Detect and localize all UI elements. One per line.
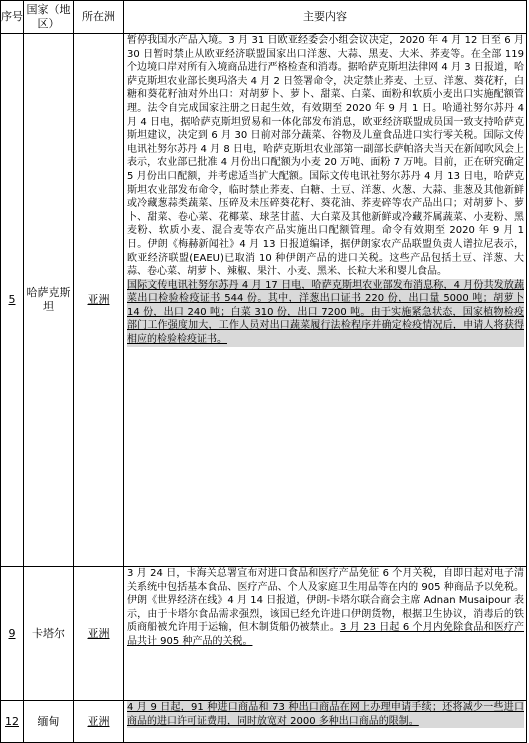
content-text: 3 月 24 日，卡海关总署宣布对进口食品和医疗产品免征 6 个月关税，自即日起对电子清关系统中包括基本食品、医疗产品、个人及家庭卫生用品等在内的 905 种商品予以免税。伊朗《世界经济在线》4 月 14 日报道，伊朗-卡塔尔联合商会主席 Adnan Musaipour 表示，由于卡塔尔食品需求强烈，该国已经允许进口伊朗货物，根据卫生协议，消毒后的铁质商船被允许用于运输，但木制货船仍被禁止。 xyxy=(127,568,524,634)
row-content xyxy=(124,701,527,743)
table-row xyxy=(1,34,527,567)
row-country: 哈萨克斯坦 xyxy=(24,34,74,567)
row-continent: 亚洲 xyxy=(74,567,124,701)
row-content xyxy=(124,34,527,567)
row-continent: 亚洲 xyxy=(74,701,124,743)
row-continent: 亚洲 xyxy=(74,34,124,567)
row-country: 卡塔尔 xyxy=(24,567,74,701)
row-country: 缅甸 xyxy=(24,701,74,743)
content-highlight: 4 月 9 日起，91 种进口商品和 73 种出口商品在网上办理申请手续；还将减少一些进口商品的进口许可证费用，同时放宽对 2000 多种出口商品的限制。 xyxy=(127,702,524,727)
header-continent: 所在洲 xyxy=(74,1,124,34)
table-row xyxy=(1,567,527,701)
row-no: 9 xyxy=(1,567,24,701)
row-no: 5 xyxy=(1,34,24,567)
content-highlight: 国际文传电讯社努尔苏丹 4 月 17 日电，哈萨克斯坦农业部发布消息称，4 月份共发放蔬菜出口检验检疫证书 544 份。其中，洋葱出口证书 220 份，出口量 5000 吨；胡萝卜 14 份，出口 240 吨；白菜 310 份，出口 7200 吨。由于实施紧急状态，国家植物检疫部门工作强度加大，工作人员对出口蔬菜履行法检程序并确定检疫情况后，申请人将获得相应的检验检疫证书。 xyxy=(127,279,524,346)
table-row xyxy=(1,701,527,743)
header-content: 主要内容 xyxy=(124,1,527,34)
row-content xyxy=(124,567,527,701)
table-header-row xyxy=(1,1,527,34)
row-no: 12 xyxy=(1,701,24,743)
header-country: 国家（地区） xyxy=(24,1,74,34)
header-no: 序号 xyxy=(1,1,24,34)
content-text: 暂停我国水产品入境。3 月 31 日欧亚经委会小组会议决定，2020 年 4 月 12 日至 6 月 30 日暂时禁止从欧亚经济联盟国家出口洋葱、大蒜、黑麦、大米、荞麦等。在全部 119 个边境口岸对所有入境商品进行严格检查和消毒。据哈萨克斯坦法律网 4 月 3 日报道，哈萨克斯坦农业部长奥玛洛夫 4 月 2 日签署命令，决定禁止荞麦、土豆、洋葱、葵花籽，白糖和葵花籽油对外出口：对胡萝卜、萝卜、甜菜、白菜、面粉和软质小麦出口实施配额管理。法令自完成国家注册之日起生效，有效期至 2020 年 9 月 1 日。哈通社努尔苏丹 4 月 4 日电，据哈萨克斯坦贸易和一体化部发布消息，欧亚经济联盟成员国一致支持哈萨克斯坦建议，决定到 6 月 30 日前对部分蔬菜、谷物及儿童食品进口实行零关税。国际文传电讯社努尔苏丹 4 月 8 日电，哈萨克斯坦农业部第一副部长萨帕洛夫当天在新闻吹风会上表示，农业部已批准 4 月份出口配额为小麦 20 万吨、面粉 7 万吨。目前，正在研究确定 5 月份出口配额，并考虑适当扩大配额。国际文传电讯社努尔苏丹 4 月 13 日电，哈萨克斯坦农业部发布命令，临时禁止荞麦、白糖、土豆、洋葱、火葱、大蒜、韭葱及其他新鲜或冷藏葱蒜类蔬菜、压碎及未压碎葵花籽、葵花油、荞麦碎等农产品出口；对胡萝卜、萝卜、甜菜、卷心菜、花椰菜、球茎甘蓝、大白菜及其他新鲜或冷藏芥属蔬菜、小麦粉、黑麦粉、软质小麦、混合麦等农产品实施出口配额管理。命令有效期至 2020 年 9 月 1 日。伊朗《梅赫新闻社》4 月 13 日报道编译，据伊朗家农产品联盟负责人谱拉尼表示，欧亚经济联盟(EAEU)已取消 10 种伊朗产品的进口关税。这些产品包括土豆、洋葱、大蒜、卷心菜、胡萝卜、辣椒、果汁、小麦、黑米、长粒大米和婴儿食品。 xyxy=(127,35,524,278)
content-highlight: 3 月 23 日起 6 个月内免除食品和医疗产品共计 905 种产品的关税。 xyxy=(127,622,525,647)
